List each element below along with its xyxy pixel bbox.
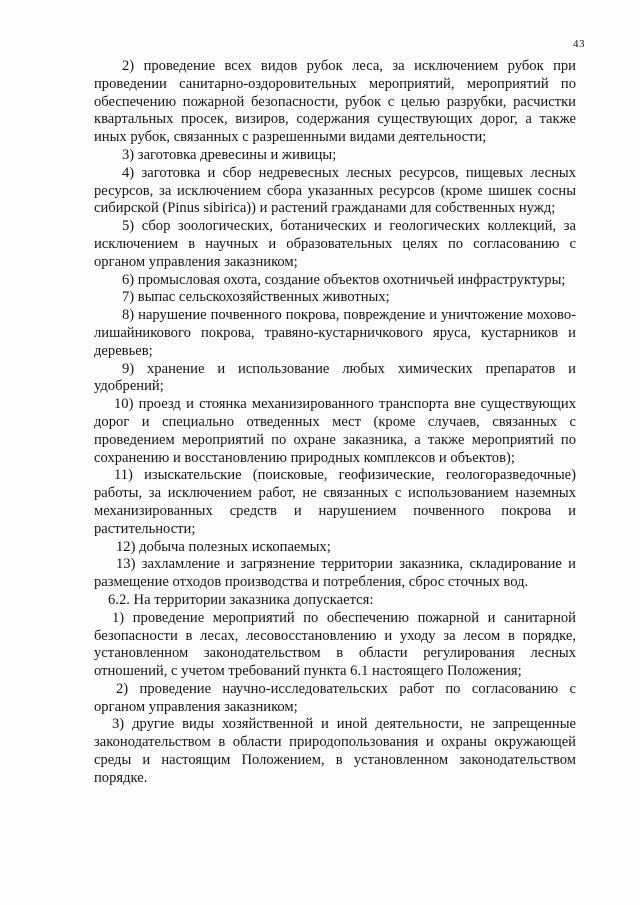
paragraph-item-10: 10) проезд и стоянка механизированного транспорта вне существующих дорог и специально отведенных мест (кроме случаев, связанных с проведением мероприятий по охране заказника, а также мероприятий по сохранению и восстановлению природных комплексов и объектов);: [94, 396, 576, 466]
paragraph-item-2: 2) проведение всех видов рубок леса, за исключением рубок при проведении санитарно-оздоровительных мероприятий, мероприятий по обеспечению пожарной безопасности, рубок с целью разрубки, расчистки квартальных просек, визиров, содержания существующих дорог, а также иных рубок, связанных с разрешенными видами деятельности;: [94, 58, 576, 146]
document-body: [94, 58, 576, 788]
paragraph-item-12: 12) добыча полезных ископаемых;: [116, 538, 331, 555]
paragraph-item-3: 3) заготовка древесины и живицы;: [122, 146, 337, 163]
paragraph-item-7: 7) выпас сельскохозяйственных животных;: [122, 289, 390, 306]
section-heading-6-2: 6.2. На территории заказника допускается:: [108, 591, 374, 608]
paragraph-item-13: 13) захламление и загрязнение территории заказника, складирование и размещение отходов производства и потребления, сброс сточных вод.: [94, 556, 576, 591]
page-number: 43: [573, 38, 585, 50]
allowed-item-1: 1) проведение мероприятий по обеспечению пожарной и санитарной безопасности в лесах, лесовосстановлению и уходу за лесом в порядке, установленном законодательством в области регулирования лесных отношений, с учетом требований пункта 6.1 настоящего Положения;: [94, 609, 576, 680]
paragraph-item-11: 11) изыскательские (поисковые, геофизические, геологоразведочные) работы, за исключением работ, не связанных с использованием наземных механизированных средств и нарушением почвенного покрова и растительности;: [94, 467, 576, 537]
paragraph-item-9: 9) хранение и использование любых химических препаратов и удобрений;: [94, 360, 576, 395]
allowed-item-3: 3) другие виды хозяйственной и иной деятельности, не запрещенные законодательством в области природопользования и охраны окружающей среды и настоящим Положением, в установленном законодательством порядке.: [94, 716, 576, 786]
allowed-item-2: 2) проведение научно-исследовательских работ по согласованию с органом управления заказником;: [94, 680, 576, 715]
paragraph-item-8: 8) нарушение почвенного покрова, повреждение и уничтожение мохово-лишайникового покрова, травяно-кустарничкового яруса, кустарников и деревьев;: [94, 307, 576, 359]
paragraph-item-5: 5) сбор зоологических, ботанических и геологических коллекций, за исключением в научных и образовательных целях по согласованию с органом управления заказником;: [94, 218, 576, 270]
paragraph-item-4: 4) заготовка и сбор недревесных лесных ресурсов, пищевых лесных ресурсов, за исключением сбора указанных ресурсов (кроме шишек сосны сибирской (Pinus sibirica)) и растений гражданами для собственных нужд;: [94, 164, 576, 217]
paragraph-item-6: 6) промысловая охота, создание объектов охотничьей инфраструктуры;: [122, 271, 566, 288]
